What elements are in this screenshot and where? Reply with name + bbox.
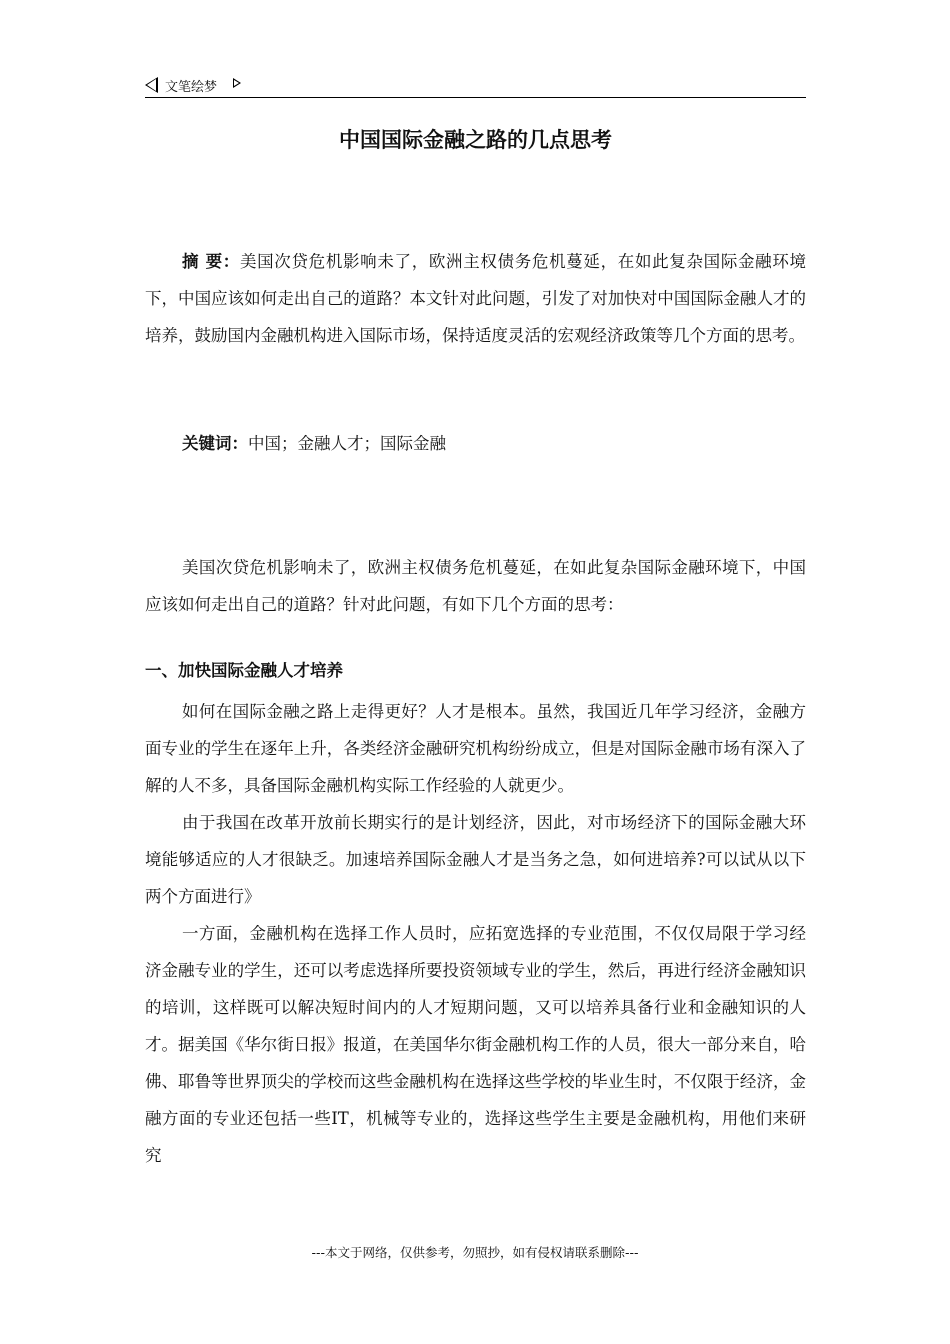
body-paragraph: 一方面，金融机构在选择工作人员时，应拓宽选择的专业范围，不仅仅局限于学习经济金融专业的学生，还可以考虑选择所要投资领域专业的学生，然后，再进行经济金融知识的培训，这样既可以解决短时间内的人才短期问题，又可以培养具备行业和金融知识的人才。据美国《华尔街日报》报道，在美国华尔街金融机构工作的人员，很大一部分来自，哈佛、耶鲁等世界顶尖的学校而这些金融机构在选择这些学校的毕业生时，不仅限于经济，金融方面的专业还包括一些IT，机械等专业的，选择这些学生主要是金融机构，用他们来研究 <box>145 924 806 1165</box>
section-body <box>145 693 806 1174</box>
keywords-text: 中国；金融人才；国际金融 <box>248 434 446 453</box>
keywords-label: 关键词： <box>182 434 248 453</box>
abstract-label: 摘 要： <box>182 252 240 271</box>
footer-disclaimer: ---本文于网络，仅供参考，勿照抄，如有侵权请联系删除--- <box>311 1245 639 1260</box>
page-header <box>145 70 806 98</box>
document-title: 中国国际金融之路的几点思考 <box>339 128 612 152</box>
left-triangle-icon <box>145 77 158 93</box>
body-paragraph: 由于我国在改革开放前长期实行的是计划经济，因此，对市场经济下的国际金融大环境能够适应的人才很缺乏。加速培养国际金融人才是当务之急，如何进培养?可以试从以下两个方面进行》 <box>145 813 806 906</box>
intro-text: 美国次贷危机影响未了，欧洲主权债务危机蔓延，在如此复杂国际金融环境下，中国应该如何走出自己的道路？针对此问题，有如下几个方面的思考： <box>145 558 806 614</box>
abstract-text: 美国次贷危机影响未了，欧洲主权债务危机蔓延，在如此复杂国际金融环境下，中国应该如何走出自己的道路？本文针对此问题，引发了对加快对中国国际金融人才的培养，鼓励国内金融机构进入国际市场，保持适度灵活的宏观经济政策等几个方面的思考。 <box>145 252 807 345</box>
right-triangle-icon <box>233 78 241 88</box>
section-heading: 一、加快国际金融人才培养 <box>145 661 343 680</box>
body-paragraph: 如何在国际金融之路上走得更好？人才是根本。虽然，我国近几年学习经济，金融方面专业的学生在逐年上升，各类经济金融研究机构纷纷成立，但是对国际金融市场有深入了解的人不多，具备国际金融机构实际工作经验的人就更少。 <box>145 702 806 795</box>
intro-paragraph <box>145 549 806 623</box>
keywords <box>145 425 806 462</box>
header-brand: 文笔绘梦 <box>165 80 218 95</box>
abstract <box>145 243 806 354</box>
